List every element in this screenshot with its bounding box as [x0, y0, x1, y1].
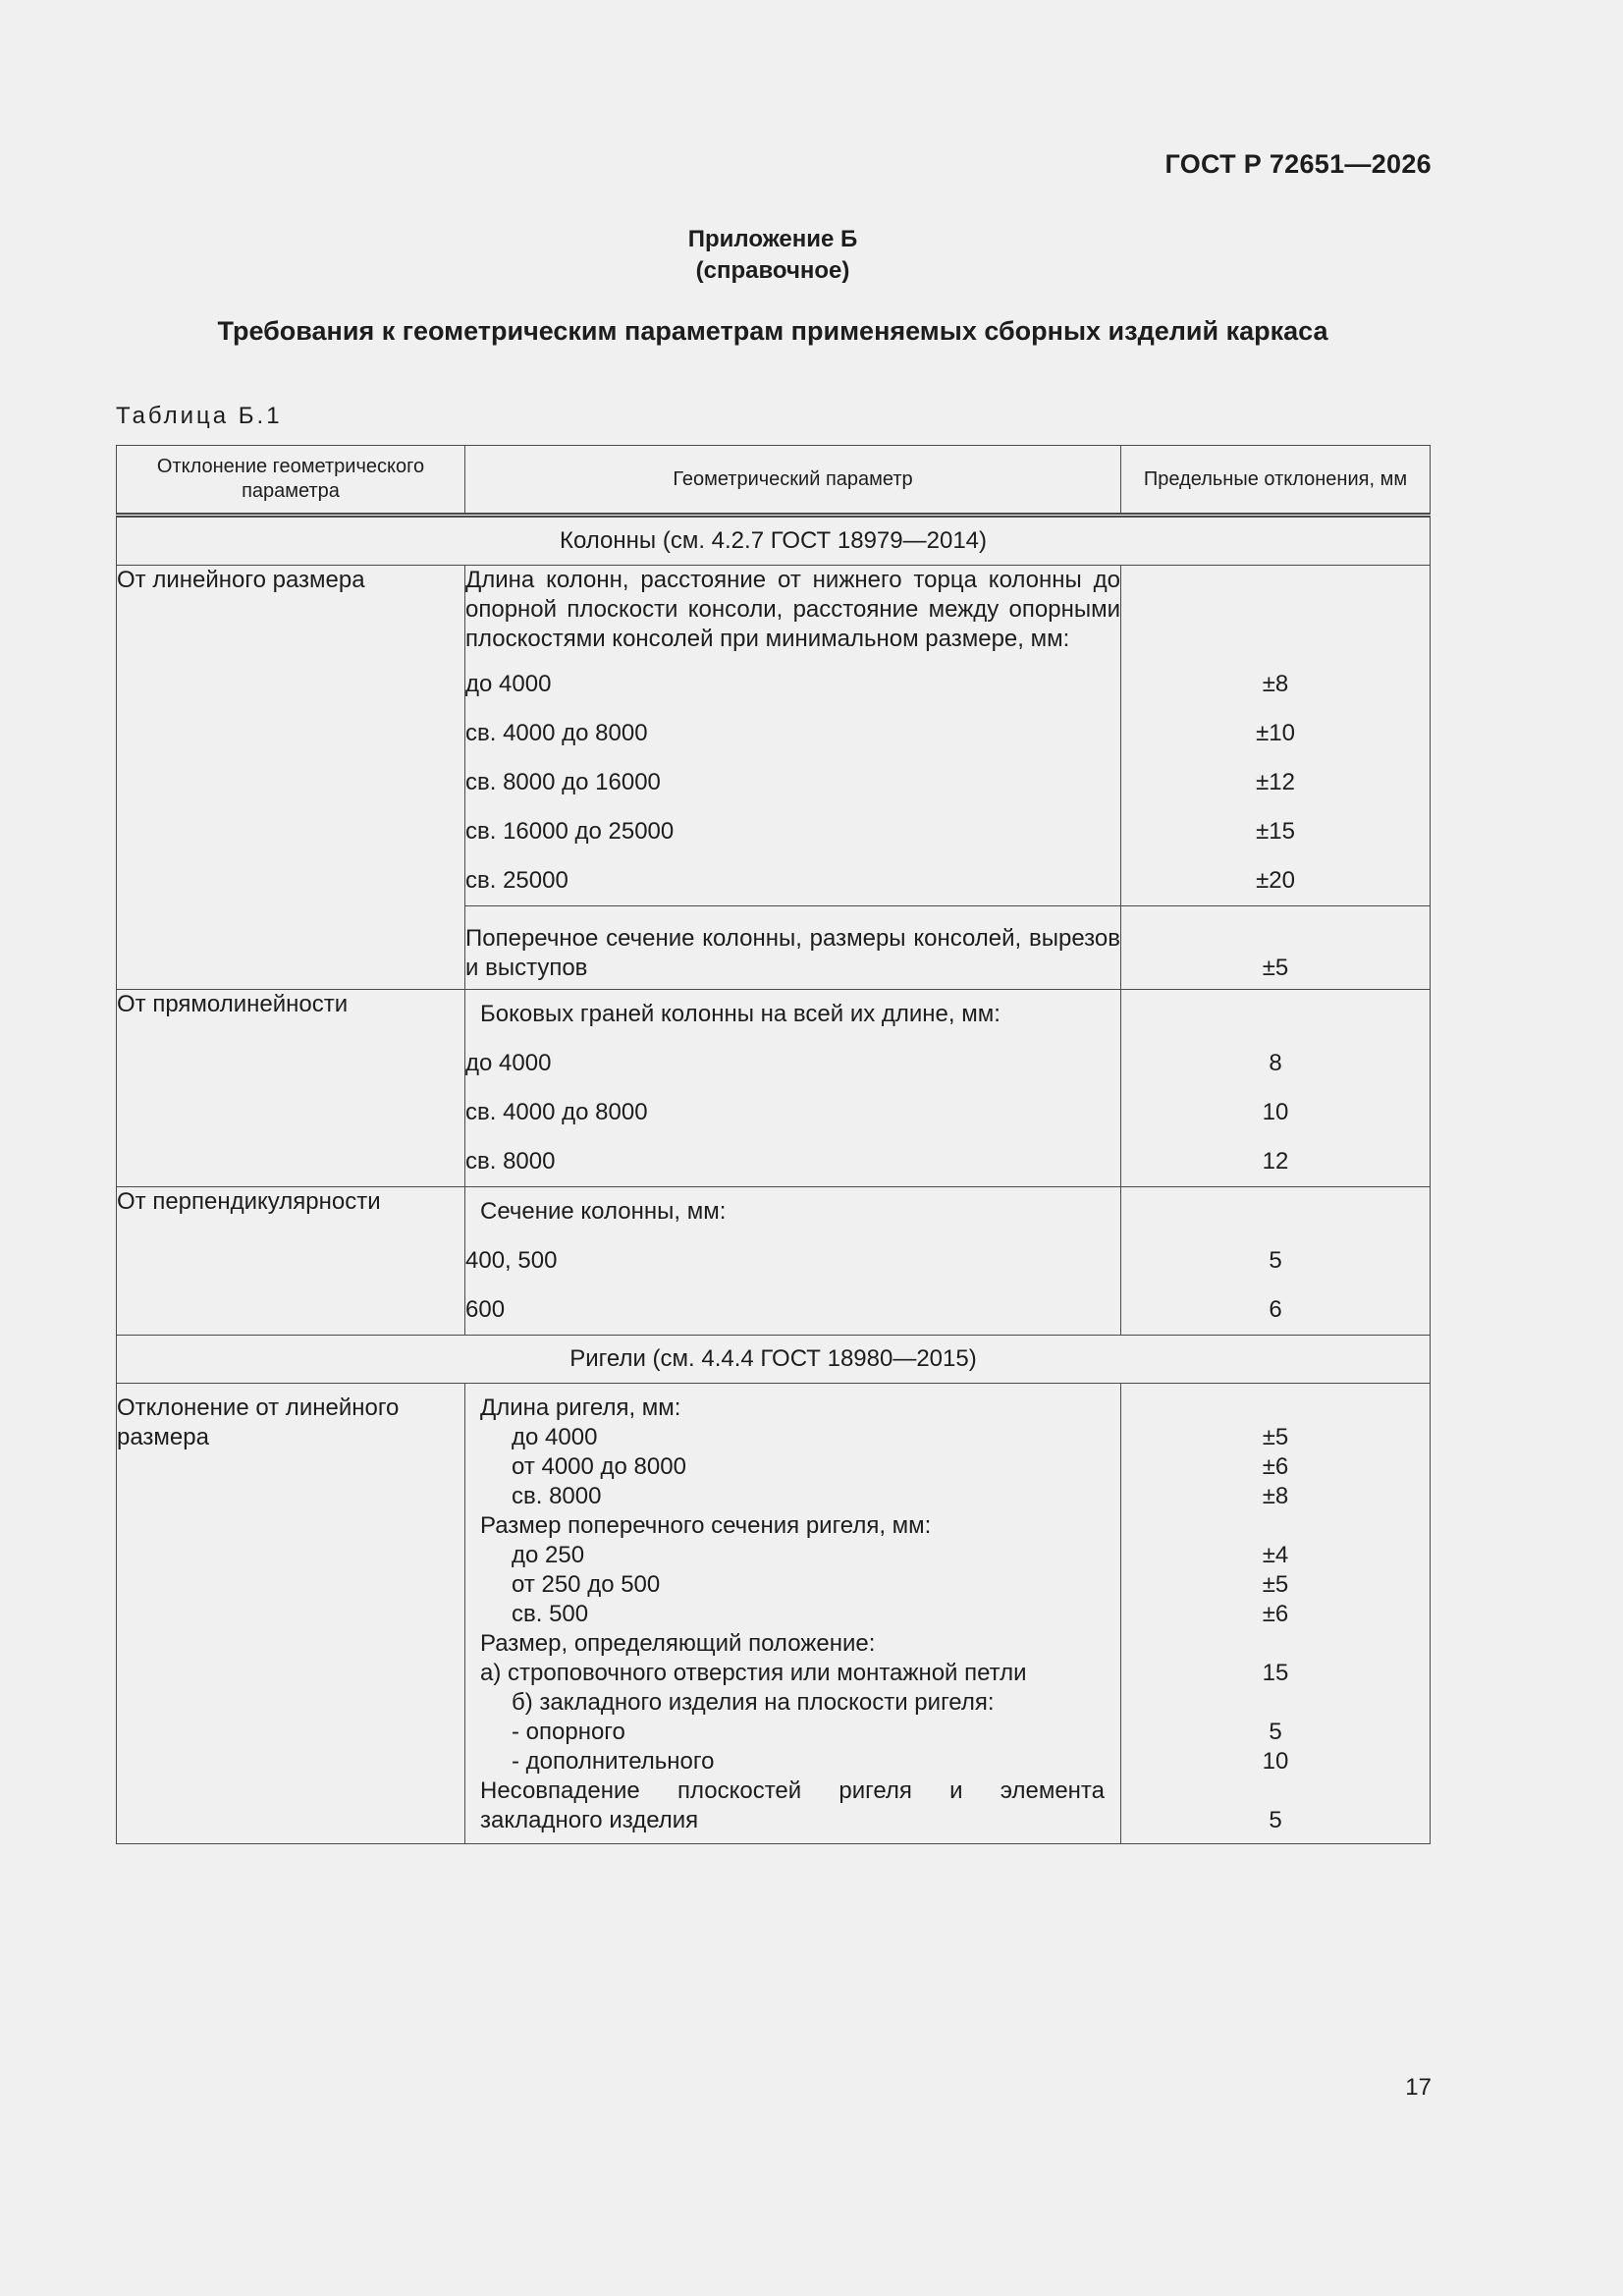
param-cell: до 4000 [465, 660, 1121, 709]
appendix-heading [0, 224, 1545, 287]
table-row [117, 990, 1431, 1040]
param-cell: Поперечное сечение колонны, размеры консолей, вырезов и выступов [465, 906, 1121, 990]
value-item: ±4 [1262, 1542, 1289, 1568]
appendix-title: Приложение Б [687, 226, 858, 252]
header-parameter: Геометрический параметр [465, 446, 1121, 516]
value-item: ±6 [1262, 1453, 1289, 1480]
list-item: св. 8000 [512, 1483, 602, 1509]
value-cell: 10 [1121, 1088, 1431, 1137]
value-cell [1121, 1384, 1431, 1844]
value-cell [1121, 566, 1431, 661]
value-item: 15 [1262, 1660, 1289, 1686]
value-cell: ±20 [1121, 856, 1431, 906]
standard-code: ГОСТ Р 72651—2026 [1164, 149, 1432, 179]
param-cell: св. 4000 до 8000 [465, 1088, 1121, 1137]
section-row [117, 516, 1431, 566]
param-cell: св. 16000 до 25000 [465, 807, 1121, 856]
deviation-cell [117, 990, 465, 1187]
section-row [117, 1336, 1431, 1384]
param-cell: св. 8000 до 16000 [465, 758, 1121, 807]
deviation-label: От перпендикулярности [117, 1188, 381, 1215]
table-row [117, 1384, 1431, 1844]
table-label: Таблица Б.1 [116, 403, 283, 429]
appendix-subtitle: (справочное) [695, 257, 850, 284]
document-title: Требования к геометрическим параметрам применяемых сборных изделий каркаса [217, 316, 1328, 346]
table-header-row [117, 446, 1431, 516]
page-number: 17 [1405, 2074, 1432, 2101]
value-cell: ±10 [1121, 709, 1431, 758]
list-item: б) закладного изделия на плоскости ригеля: [512, 1689, 995, 1716]
value-item [1121, 1777, 1430, 1806]
deviation-cell [117, 1384, 465, 1844]
value-item: ±5 [1262, 1571, 1289, 1598]
param-cell: св. 25000 [465, 856, 1121, 906]
list-item: до 4000 [512, 1424, 598, 1450]
value-cell: ±12 [1121, 758, 1431, 807]
list-item: а) строповочного отверстия или монтажной петли [480, 1660, 1027, 1686]
list-item: от 4000 до 8000 [512, 1453, 686, 1480]
param-cell: Сечение колонны, мм: [465, 1187, 1121, 1237]
param-cell: до 4000 [465, 1039, 1121, 1088]
section-beams: Ригели (см. 4.4.4 ГОСТ 18980—2015) [117, 1336, 1431, 1384]
list-item: св. 500 [512, 1601, 589, 1627]
list-item: Несовпадение плоскостей ригеля и элемента закладного изделия [480, 1777, 1105, 1833]
list-item: - опорного [512, 1719, 625, 1745]
value-item: 5 [1269, 1807, 1282, 1833]
value-item [1121, 1511, 1430, 1541]
table-row [117, 1187, 1431, 1237]
table-row [117, 566, 1431, 661]
value-item: 5 [1269, 1719, 1282, 1745]
deviation-label: От прямолинейности [117, 991, 349, 1017]
value-item: ±6 [1262, 1601, 1289, 1627]
value-item [1121, 1629, 1430, 1659]
list-item: до 250 [512, 1542, 585, 1568]
value-item: 10 [1262, 1748, 1289, 1775]
value-item: ±8 [1262, 1483, 1289, 1509]
section-columns: Колонны (см. 4.2.7 ГОСТ 18979—2014) [117, 516, 1431, 566]
value-cell: ±5 [1121, 906, 1431, 990]
list-item: Длина ригеля, мм: [480, 1394, 681, 1421]
tolerance-table [116, 445, 1431, 1844]
header-limits: Предельные отклонения, мм [1121, 446, 1431, 516]
value-cell [1121, 990, 1431, 1040]
header-deviation: Отклонение геометрического параметра [117, 446, 465, 516]
value-cell: ±15 [1121, 807, 1431, 856]
param-cell: 600 [465, 1285, 1121, 1336]
value-cell: 5 [1121, 1236, 1431, 1285]
param-cell: Длина колонн, расстояние от нижнего торца колонны до опорной плоскости консоли, расстояние между опорными плоскостями консолей при минимальном размере, мм: [465, 566, 1121, 661]
value-cell: 8 [1121, 1039, 1431, 1088]
value-item [1121, 1394, 1430, 1423]
beam-param-list [480, 1394, 1105, 1777]
list-item: - дополнительного [512, 1748, 715, 1775]
value-cell [1121, 1187, 1431, 1237]
deviation-label: Отклонение от линейного размера [117, 1394, 400, 1450]
value-item [1121, 1688, 1430, 1718]
param-cell [465, 1384, 1121, 1844]
value-cell: ±8 [1121, 660, 1431, 709]
deviation-label: От линейного размера [117, 567, 365, 593]
value-cell: 6 [1121, 1285, 1431, 1336]
param-cell: св. 4000 до 8000 [465, 709, 1121, 758]
list-item: Размер поперечного сечения ригеля, мм: [480, 1512, 932, 1539]
value-cell: 12 [1121, 1137, 1431, 1187]
beam-value-list [1121, 1394, 1430, 1835]
list-item: от 250 до 500 [512, 1571, 661, 1598]
deviation-cell [117, 566, 465, 990]
param-cell: Боковых граней колонны на всей их длине, мм: [465, 990, 1121, 1040]
deviation-cell [117, 1187, 465, 1336]
value-item: ±5 [1262, 1424, 1289, 1450]
param-cell: св. 8000 [465, 1137, 1121, 1187]
list-item: Размер, определяющий положение: [480, 1630, 876, 1657]
param-cell: 400, 500 [465, 1236, 1121, 1285]
